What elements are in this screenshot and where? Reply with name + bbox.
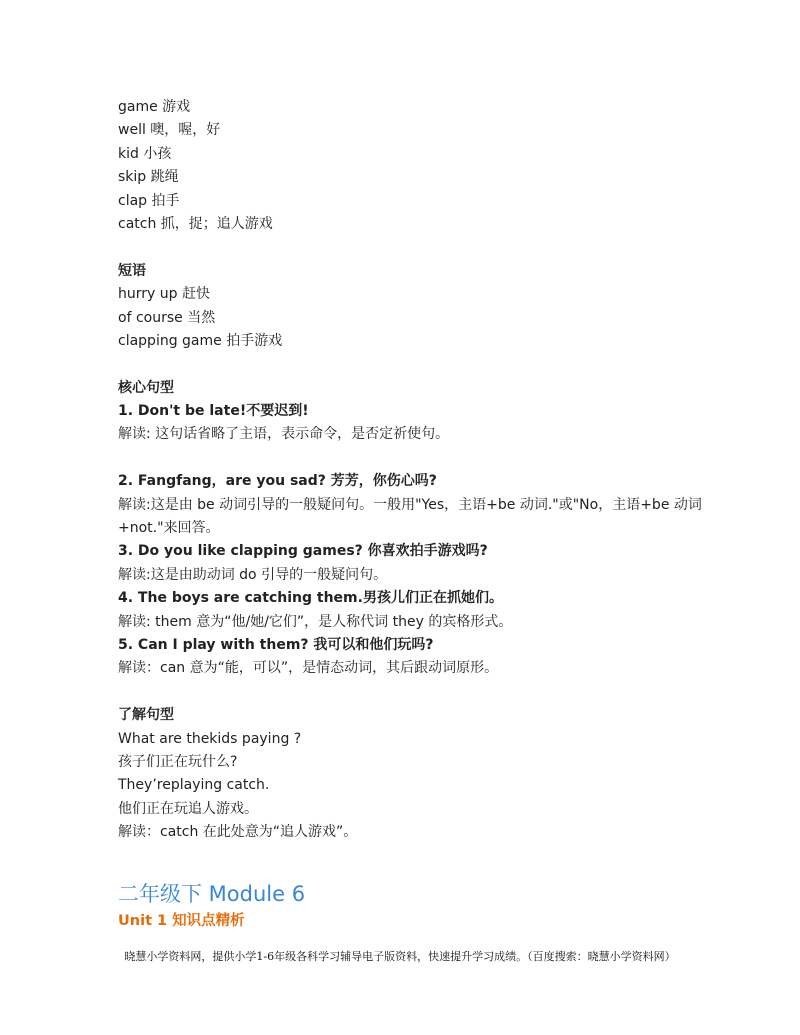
core-explanation-4: 解读: them 意为“他/她/它们”，是人称代词 they 的宾格形式。 xyxy=(118,613,513,630)
core-sentence-3: 3. Do you like clapping games? 你喜欢拍手游戏吗? xyxy=(118,543,488,560)
unit-title: Unit 1 知识点精析 xyxy=(118,913,245,929)
phrase-item: clapping game 拍手游戏 xyxy=(118,332,283,349)
phrase-item: of course 当然 xyxy=(118,309,216,326)
document-body xyxy=(118,96,718,845)
vocab-item: game 游戏 xyxy=(118,99,191,115)
core-explanation-5: 解读：can 意为“能，可以”，是情态动词，其后跟动词原形。 xyxy=(118,660,499,677)
spacer xyxy=(118,447,718,470)
core-explanation-1: 解读: 这句话省略了主语，表示命令，是否定祈使句。 xyxy=(118,426,450,443)
understand-line: 解读：catch 在此处意为“追人游戏”。 xyxy=(118,824,358,841)
core-explanation-3: 解读:这是由助动词 do 引导的一般疑问句。 xyxy=(118,566,388,583)
page-footer: 晓慧小学资料网，提供小学1-6年级各科学习辅导电子版资料，快速提升学习成绩。（百度搜索：晓慧小学资料网） xyxy=(124,950,676,963)
spacer xyxy=(118,681,718,704)
vocab-item: well 噢，喔，好 xyxy=(118,122,221,139)
vocab-item: clap 拍手 xyxy=(118,192,180,209)
spacer xyxy=(118,236,718,259)
core-sentence-2: 2. Fangfang，are you sad? 芳芳，你伤心吗? xyxy=(118,473,437,490)
core-explanation-2: 解读:这是由 be 动词引导的一般疑问句。一般用"Yes，主语+be 动词."或"No，主语+be 动词+not."来回答。 xyxy=(118,496,702,537)
understand-heading: 了解句型 xyxy=(118,707,174,724)
spacer xyxy=(118,353,718,376)
vocab-item: kid 小孩 xyxy=(118,145,172,162)
vocab-item: catch 抓，捉；追人游戏 xyxy=(118,215,273,232)
module-title: 二年级下 Module 6 xyxy=(118,882,306,906)
core-sentence-1: 1. Don't be late!不要迟到! xyxy=(118,403,309,420)
understand-line: They’replaying catch. xyxy=(118,777,270,794)
understand-line: 他们正在玩追人游戏。 xyxy=(118,800,258,817)
core-sentence-5: 5. Can I play with them? 我可以和他们玩吗? xyxy=(118,637,434,654)
phrase-item: hurry up 赶快 xyxy=(118,286,210,303)
core-heading: 核心句型 xyxy=(118,379,174,396)
understand-line: What are thekids paying ? xyxy=(118,730,302,747)
understand-line: 孩子们正在玩什么? xyxy=(118,753,238,770)
vocab-item: skip 跳绳 xyxy=(118,169,179,186)
phrases-heading: 短语 xyxy=(118,262,146,279)
core-sentence-4: 4. The boys are catching them.男孩儿们正在抓她们。 xyxy=(118,590,503,607)
